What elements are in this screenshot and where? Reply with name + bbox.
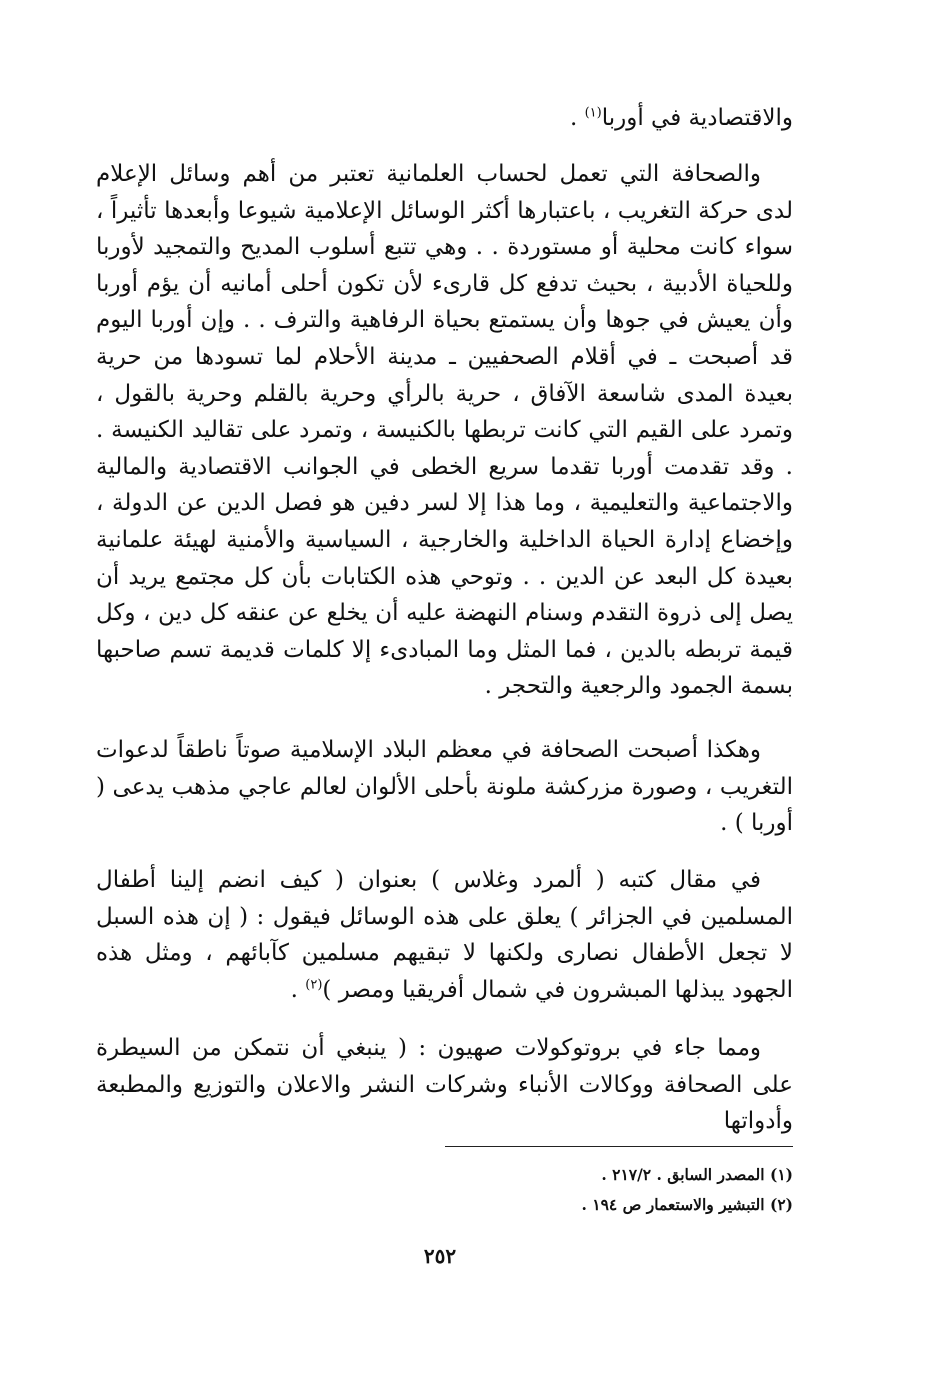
- paragraph-protocols: [96, 1030, 793, 1140]
- footnote-marker: (١): [769, 1165, 793, 1184]
- paragraph-text: ومما جاء في بروتوكولات صهيون : ( ينبغي أن نتمكن من السيطرة على الصحافة ووكالات الأنباء وشركات النشر والاعلان والتوزيع والمطبعة وأدواتها: [96, 1035, 793, 1135]
- footnote-text: المصدر السابق . ٢١٧/٢ .: [601, 1165, 765, 1184]
- page-number: ٢٥٢: [423, 1244, 457, 1268]
- footnote-marker: (٢): [769, 1195, 793, 1214]
- paragraph-tail: .: [569, 105, 585, 131]
- paragraph-text: في مقال كتبه ( ألمرد وغلاس ) بعنوان ( كيف انضم إلينا أطفال المسلمين في الجزائر ) يعلق على هذه الوسائل فيقول : ( إن هذه السبل لا تجعل الأطفال نصارى ولكنها لا تبقيهم مسلمين كآبائهم ، ومثل هذه الجهود يبذلها المبشرون في شمال أفريقيا ومصر ): [96, 867, 793, 1003]
- footnote-text: التبشير والاستعمار ص ١٩٤ .: [581, 1195, 765, 1214]
- footnote-reference: (١): [584, 105, 602, 121]
- paragraph-secular-press: [96, 156, 793, 705]
- footnote-reference: (٢): [305, 977, 323, 993]
- paragraph-press-voice: [96, 732, 793, 842]
- footnote-2: [193, 1194, 793, 1216]
- paragraph-continuation: [96, 100, 793, 137]
- footnote-divider: [445, 1146, 793, 1147]
- paragraph-text: والاقتصادية في أوربا: [601, 105, 793, 131]
- footnote-1: [193, 1164, 793, 1186]
- paragraph-article-quote: [96, 862, 793, 1008]
- paragraph-text: وهكذا أصبحت الصحافة في معظم البلاد الإسلامية صوتاً ناطقاً لدعوات التغريب ، وصورة مزركشة ملونة بأحلى الألوان لعالم عاجي مذهب يدعى ( أوربا ) .: [96, 737, 793, 837]
- paragraph-text: والصحافة التي تعمل لحساب العلمانية تعتبر من أهم وسائل الإعلام لدى حركة التغريب ، باعتبارها أكثر الوسائل الإعلامية شيوعا وأبعدها تأثيراً ، سواء كانت محلية أو مستوردة . . وهي تتبع أسلوب المديح والتمجيد لأوربا وللحياة الأدبية ، بحيث تدفع كل قارىء لأن تكون أحلى أمانيه أن يؤم أوربا وأن يعيش في جوها وأن يستمتع بحياة الرفاهية والترف . . وإن أوربا اليوم قد أصبحت ـ في أقلام الصحفيين ـ مدينة الأحلام لما تسودها من حرية بعيدة المدى شاسعة الآفاق ، حرية بالرأي وحرية بالقلم وحرية بالقول ، وتمرد على القيم التي كانت تربطها بالكنيسة ، وتمرد على تقاليد الكنيسة . . وقد تقدمت أوربا تقدما سريع الخطى في الجوانب الاقتصادية والمالية والاجتماعية والتعليمية ، وما هذا إلا لسر دفين هو فصل الدين عن الدولة ، وإخضاع إدارة الحياة الداخلية والخارجية ، السياسية والأمنية لهيئة علمانية بعيدة كل البعد عن الدين . . وتوحي هذه الكتابات بأن كل مجتمع يريد أن يصل إلى ذروة التقدم وسنام النهضة عليه أن يخلع عن عنقه كل دين ، وكل قيمة تربطه بالدين ، فما المثل وما المبادىء إلا كلمات قديمة تسم صاحبها بسمة الجمود والرجعية والتحجر .: [96, 161, 793, 700]
- paragraph-tail: .: [290, 976, 306, 1003]
